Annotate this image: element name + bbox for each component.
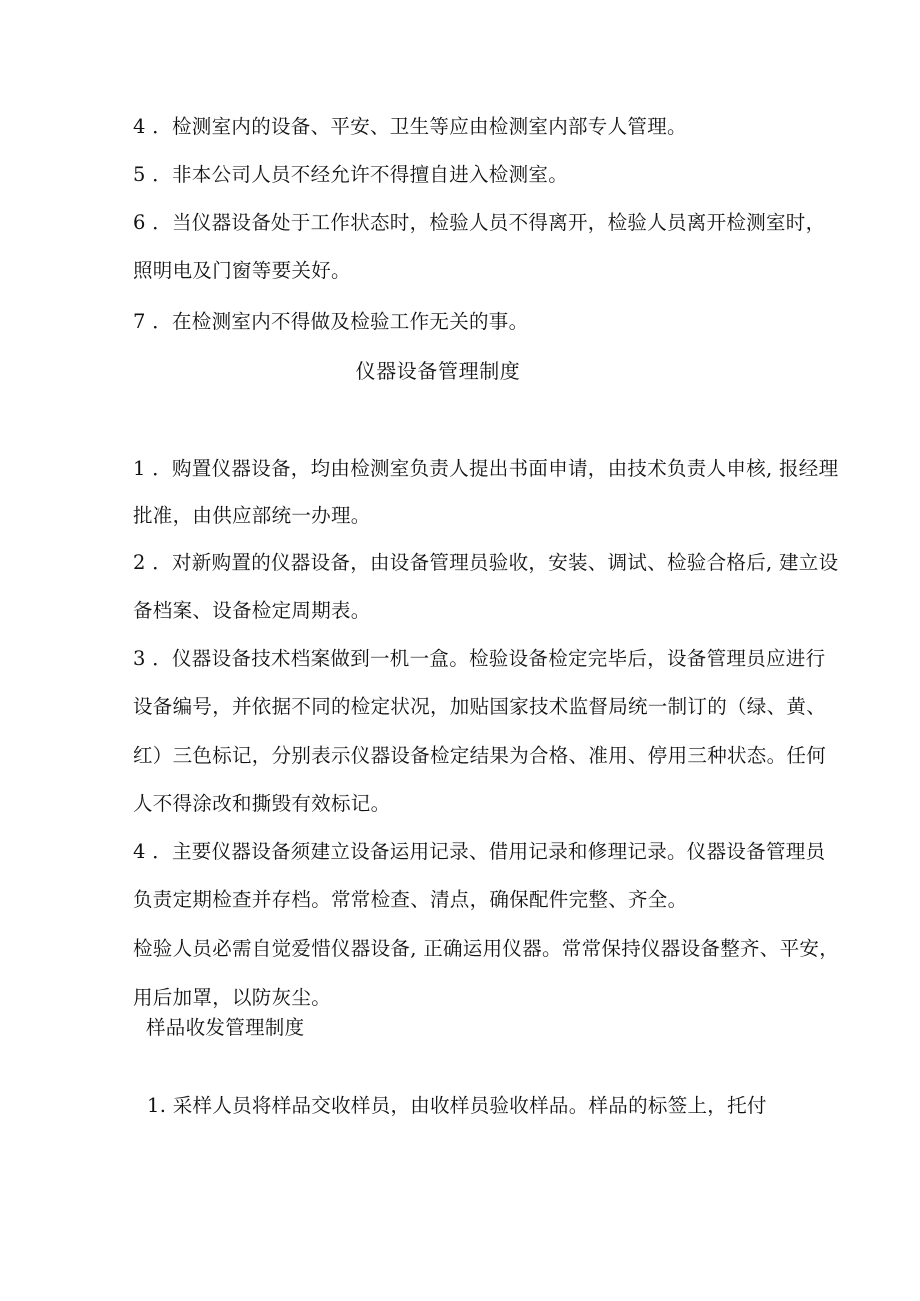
text-line: 红）三色标记，分别表示仪器设备检定结果为合格、准用、停用三种状态。任何: [133, 744, 827, 767]
text-line: 2 ．对新购置的仪器设备，由设备管理员验收，安装、调试、检验合格后, 建立设: [133, 551, 839, 574]
text-line: 3 ．仪器设备技术档案做到一机一盒。检验设备检定完毕后，设备管理员应进行: [133, 647, 826, 670]
text-line: 4 ．主要仪器设备须建立设备运用记录、借用记录和修理记录。仪器设备管理员: [133, 840, 826, 863]
text-line: 备档案、设备检定周期表。: [133, 599, 371, 622]
text-line: 负责定期检查并存档。常常检查、清点，确保配件完整、齐全。: [133, 888, 688, 911]
text-line: 人不得涂改和撕毁有效标记。: [133, 792, 391, 815]
section-title: 仪器设备管理制度: [355, 359, 521, 383]
section-title: 样品收发管理制度: [146, 1016, 305, 1039]
text-line: 7 ．在检测室内不得做及检验工作无关的事。: [133, 310, 529, 333]
text-line: 1. 采样人员将样品交收样员，由收样员验收样品。样品的标签上，托付: [147, 1094, 767, 1117]
text-line: 6 ．当仪器设备处于工作状态时，检验人员不得离开，检验人员离开检测室时，: [133, 211, 826, 234]
text-line: 5 ．非本公司人员不经允许不得擅自进入检测室。: [133, 163, 569, 186]
text-line: 用后加罩，以防灰尘。: [133, 986, 332, 1009]
text-line: 检验人员必需自觉爱惜仪器设备, 正确运用仪器。常常保持仪器设备整齐、平安，: [133, 937, 839, 960]
text-line: 4 ．检测室内的设备、平安、卫生等应由检测室内部专人管理。: [133, 115, 687, 138]
text-line: 1 ．购置仪器设备，均由检测室负责人提出书面申请，由技术负责人申核, 报经理: [133, 457, 839, 480]
text-line: 批准，由供应部统一办理。: [133, 504, 371, 527]
text-line: 照明电及门窗等要关好。: [133, 259, 351, 282]
text-line: 设备编号，并依据不同的检定状况，加贴国家技术监督局统一制订的（绿、黄、: [133, 695, 827, 718]
